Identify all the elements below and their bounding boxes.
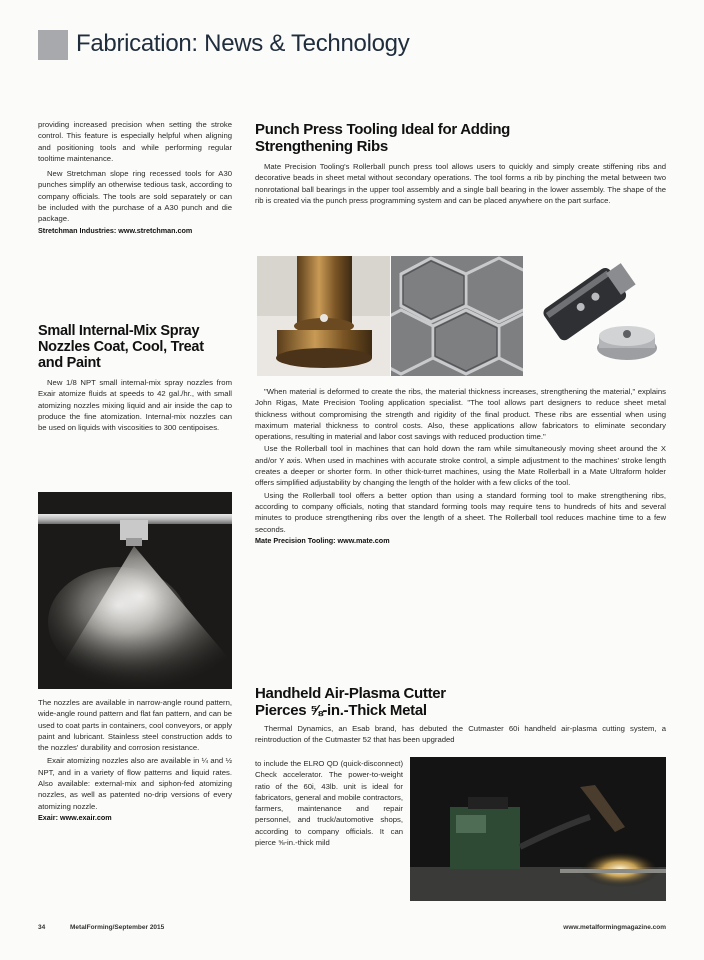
- plasma-headline: [255, 685, 666, 719]
- rollerball-tool-photo: [257, 256, 390, 376]
- intro-paragraph-2: New Stretchman slope ring recessed tools for A30 punches simplify an otherwise tedious task, according to company officials. The tools are sold separately or can be included with the purchase of a A30 punch and die package.: [38, 169, 232, 224]
- punch-paragraph-4: Using the Rollerball tool offers a better option than using a standard forming tool to make strengthening ribs, according to company officials, noting that standard forming tools may require tens to hundreds of hits and several minutes to produce strengthening ribs over the length of a sheet. The Rollerball tool reduces machine time to a few seconds.: [255, 490, 666, 534]
- punch-paragraph-2: "When material is deformed to create the ribs, the material thickness increases, strengthening the material," explains John Rigas, Mate Precision Tooling application specialist. "The tool allows part designers to reduce sheet metal thickness without compromising the strength and rigidity of the final product. These ribs are essential when using maximum material thickness to control costs. Also, these applications allow fabricators to eliminate secondary operations, resulting in material and labor cost savings with reduced production time.": [255, 387, 666, 442]
- spray-nozzle-illustration: [38, 492, 232, 689]
- header-accent-square: [38, 30, 68, 60]
- section-header: [38, 28, 678, 62]
- intro-paragraph-1: providing increased precision when setting the stroke control. This feature is especially helpful when aligning and positioning tools and while performing regular tooltime maintenance.: [38, 120, 232, 163]
- spray-paragraph-1: New 1/8 NPT small internal-mix spray nozzles from Exair atomize fluids at speeds to 42 gal./hr., with small atomizing nozzles mixing liquid and air inside the cap to produce the fine atomization. Internal-mix nozzles can be used on liquids with viscosities to 300 centipoises.: [38, 378, 232, 433]
- plasma-side-text: [255, 758, 403, 848]
- punch-article: [255, 121, 666, 206]
- spray-paragraph-2: The nozzles are available in narrow-angle round pattern, wide-angle round pattern and flat fan pattern, and can be used to coat parts in containers, cool conveyors, or apply paint and lubricant. Stainless steel construction adds to the nozzles' durability and corrosion resistance.: [38, 698, 233, 753]
- punch-paragraph-1: Mate Precision Tooling's Rollerball punch press tool allows users to quickly and simply create stiffening ribs and decorative beads in sheet metal without secondary operations. The tool forms a rib by pinching the metal between two nonrotational ball bearings in the upper tool assembly and a single ball bearing in the lower assembly. The shape of the rib is created via the punch press programming system and can be placed anywhere on the part surface.: [255, 162, 666, 205]
- plasma-headline-line-1: Handheld Air-Plasma Cutter: [255, 685, 446, 702]
- spray-credit: Exair: www.exair.com: [38, 812, 112, 822]
- plasma-paragraph-top: Thermal Dynamics, an Esab brand, has debuted the Cutmaster 60i handheld air-plasma cutting system, a reintroduction of the Cutmaster 52 that has been upgraded: [255, 724, 666, 745]
- plasma-cutter-photo: [410, 757, 666, 901]
- footer-page-number: 34: [38, 924, 46, 931]
- footer-publication: MetalForming/September 2015: [70, 924, 165, 931]
- plasma-article: [255, 685, 666, 746]
- plasma-headline-line-2: Pierces ⅝-in.-Thick Metal: [255, 702, 427, 719]
- ribbed-sheet-photo: [391, 256, 523, 376]
- section-title: Fabrication: News & Technology: [76, 30, 410, 57]
- punch-paragraph-3: Use the Rollerball tool in machines that can hold down the ram while simultaneously moving sheet around the X and/or Y axis. When used in machines with accurate stroke control, a simple adjustment to the machines' stroke length creates a deeper or shorter form. In other thick-turret machines, using the Mate Rollerball in a Mate Ultraform holder offers simplified adjustability by changing the length of the holder with a few clicks of the tool.: [255, 444, 666, 488]
- punch-credit: Mate Precision Tooling: www.mate.com: [255, 535, 390, 545]
- ribbed-sheet-illustration: [391, 256, 523, 376]
- left-intro-article: [38, 119, 232, 235]
- intro-credit: Stretchman Industries: www.stretchman.com: [38, 225, 193, 235]
- spray-headline: Small Internal-Mix Spray Nozzles Coat, Cool, Treat and Paint: [38, 323, 204, 371]
- rollerball-tool-set-illustration: [527, 256, 666, 376]
- punch-article-continued: [255, 386, 666, 545]
- plasma-paragraph-side: to include the ELRO QD (quick-disconnect) Check accelerator. The power-to-weight ratio of the 60i, 43lb. unit is ideal for fabricators, general and mobile contractors, farmers, maintenance and repair personnel, and truck/automotive shops, according to company officials. It can pierce ⅝-in.-thick mild: [255, 759, 403, 848]
- footer-website[interactable]: www.metalformingmagazine.com: [563, 924, 666, 931]
- rollerball-tool-illustration: [257, 256, 390, 376]
- spray-nozzle-photo: [38, 492, 232, 689]
- spray-paragraph-3: Exair atomizing nozzles also are available in ¼ and ½ NPT, and in a variety of flow patterns and liquid rates. Also available: external-mix and siphon-fed atomizing nozzles, as well as patented no-drip versions of every atomizing nozzle.: [38, 756, 232, 811]
- plasma-cutter-illustration: [410, 757, 666, 901]
- rollerball-tool-set-photo: [527, 256, 666, 376]
- punch-headline: Punch Press Tooling Ideal for Adding Strengthening Ribs: [255, 121, 511, 155]
- spray-article-continued: [38, 697, 232, 822]
- spray-article: [38, 323, 232, 433]
